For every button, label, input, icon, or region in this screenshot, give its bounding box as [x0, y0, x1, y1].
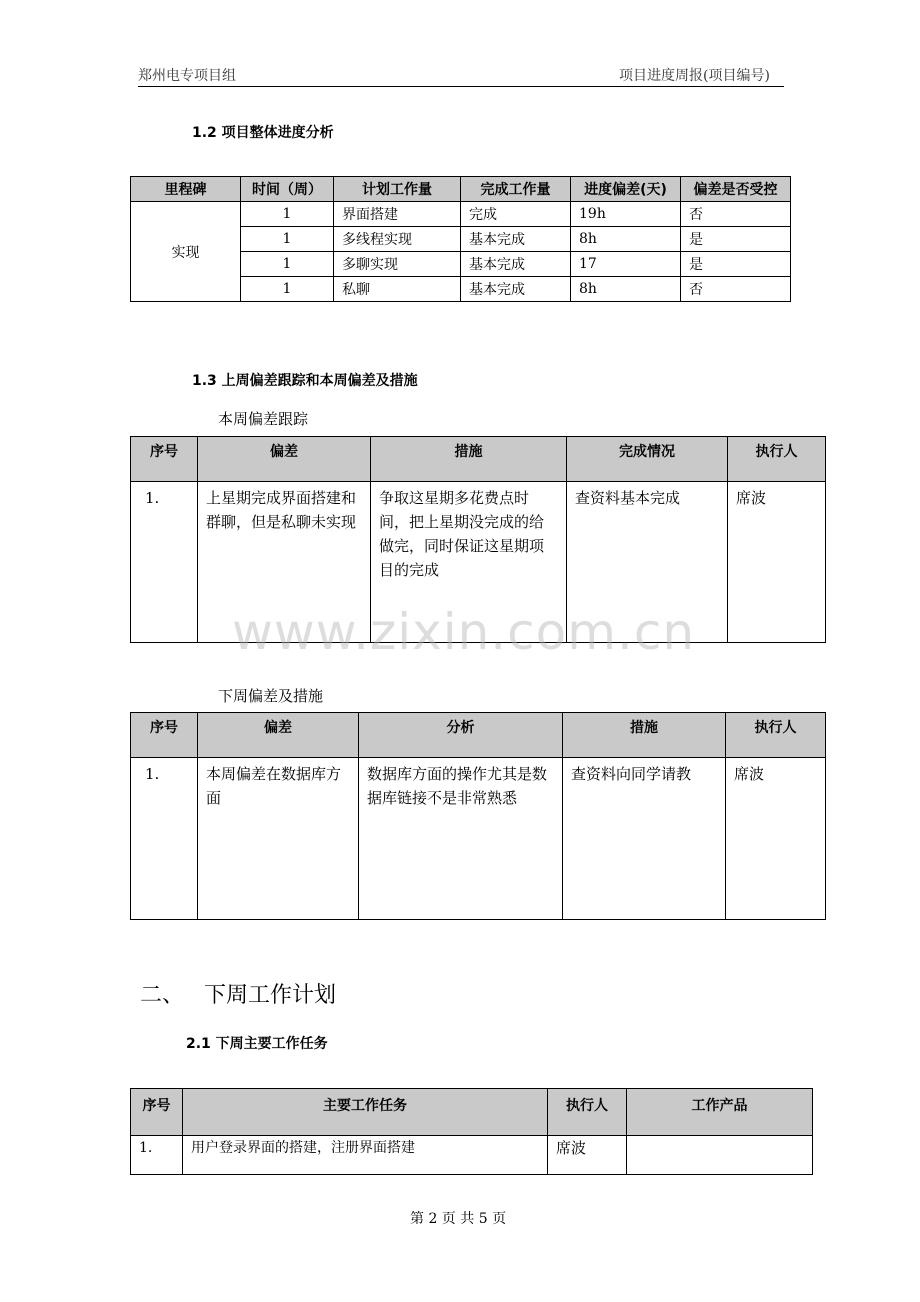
section-1-2-title: 1.2 项目整体进度分析 [192, 125, 334, 141]
table-header-row [131, 177, 791, 202]
header-left: 郑州电专项目组 [138, 68, 236, 84]
table-cell: 争取这星期多花费点时间，把上星期没完成的给做完，同时保证这星期项目的完成 [371, 482, 567, 643]
col-deviation: 偏差 [198, 713, 359, 758]
table-cell: 基本完成 [461, 277, 571, 302]
table-row [131, 1136, 813, 1175]
col-index: 序号 [131, 437, 198, 482]
table-cell: 8h [571, 277, 681, 302]
watermark: www.zixin.com.cn [232, 603, 696, 661]
table-cell: 否 [681, 202, 791, 227]
table-cell: 是 [681, 227, 791, 252]
col-index: 序号 [131, 1089, 183, 1136]
col-owner: 执行人 [726, 713, 826, 758]
next-week-tasks-table [130, 1088, 813, 1175]
table-cell: 私聊 [334, 277, 461, 302]
section-2-1-title: 2.1 下周主要工作任务 [186, 1036, 328, 1052]
progress-table [130, 176, 791, 302]
col-task: 主要工作任务 [183, 1089, 548, 1136]
col-product: 工作产品 [627, 1089, 813, 1136]
table-cell: 1 [241, 252, 334, 277]
page-footer: 第 2 页 共 5 页 [410, 1211, 507, 1227]
table-cell: 否 [681, 277, 791, 302]
table-cell: 用户登录界面的搭建，注册界面搭建 [183, 1136, 548, 1175]
table-cell: 1 [241, 277, 334, 302]
table-cell: 8h [571, 227, 681, 252]
table-header-row [131, 713, 826, 758]
table-cell: 多线程实现 [334, 227, 461, 252]
table-cell: 19h [571, 202, 681, 227]
col-planned: 计划工作量 [334, 177, 461, 202]
col-deviation: 偏差 [198, 437, 371, 482]
table-cell: 席波 [728, 482, 826, 643]
next-week-table [130, 712, 826, 920]
table-cell: 基本完成 [461, 227, 571, 252]
col-measures: 措施 [371, 437, 567, 482]
table-cell: 数据库方面的操作尤其是数据库链接不是非常熟悉 [359, 758, 563, 920]
col-index: 序号 [131, 713, 198, 758]
table-cell: 是 [681, 252, 791, 277]
milestone-cell: 实现 [131, 202, 241, 302]
table-header-row [131, 437, 826, 482]
col-owner: 执行人 [548, 1089, 627, 1136]
col-status: 完成情况 [567, 437, 728, 482]
table-row [131, 202, 791, 227]
col-done: 完成工作量 [461, 177, 571, 202]
table-cell: 席波 [548, 1136, 627, 1175]
table-cell: 席波 [726, 758, 826, 920]
this-week-caption: 本周偏差跟踪 [218, 410, 309, 428]
table-cell: 查资料向同学请教 [563, 758, 726, 920]
table-cell: 1. [131, 482, 198, 643]
col-weeks: 时间（周） [241, 177, 334, 202]
next-week-caption: 下周偏差及措施 [218, 687, 324, 705]
header-right: 项目进度周报(项目编号) [619, 68, 770, 84]
header-rule [138, 86, 784, 87]
table-cell: 完成 [461, 202, 571, 227]
section-2-number: 二、 [140, 983, 185, 1008]
col-controlled: 偏差是否受控 [681, 177, 791, 202]
table-cell: 1 [241, 202, 334, 227]
table-cell: 界面搭建 [334, 202, 461, 227]
table-cell: 多聊实现 [334, 252, 461, 277]
table-cell [627, 1136, 813, 1175]
table-cell: 1 [241, 227, 334, 252]
section-1-3-title: 1.3 上周偏差跟踪和本周偏差及措施 [192, 373, 418, 389]
table-cell: 查资料基本完成 [567, 482, 728, 643]
col-owner: 执行人 [728, 437, 826, 482]
section-2-title: 下周工作计划 [204, 983, 337, 1008]
table-header-row [131, 1089, 813, 1136]
table-cell: 1. [131, 1136, 183, 1175]
table-cell: 基本完成 [461, 252, 571, 277]
table-row [131, 758, 826, 920]
col-milestone: 里程碑 [131, 177, 241, 202]
table-cell: 本周偏差在数据库方面 [198, 758, 359, 920]
table-cell: 上星期完成界面搭建和群聊，但是私聊未实现 [198, 482, 371, 643]
col-deviation: 进度偏差(天) [571, 177, 681, 202]
col-measures: 措施 [563, 713, 726, 758]
table-cell: 17 [571, 252, 681, 277]
col-analysis: 分析 [359, 713, 563, 758]
table-cell: 1. [131, 758, 198, 920]
